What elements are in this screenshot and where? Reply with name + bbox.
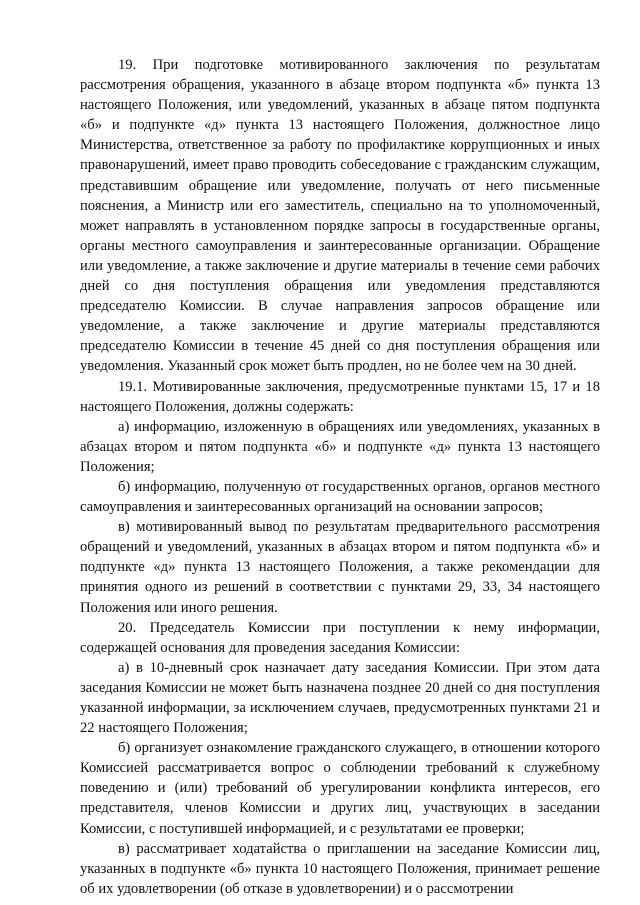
paragraph-19-1: 19.1. Мотивированные заключения, предусмотренные пунктами 15, 17 и 18 настоящего Положения, должны содержать:	[80, 378, 600, 415]
subparagraph-19-1-v: в) мотивированный вывод по результатам предварительного рассмотрения обращений и уведомлений, указанных в абзацах втором и пятом подпункта «б» и подпункте «д» пункта 13 настоящего Положения, а также рекомендации для принятия одного из решений в соответствии с пунктами 29, 33, 34 настоящего Положения или иного решения.	[80, 519, 600, 616]
paragraph-19: 19. При подготовке мотивированного заключения по результатам рассмотрения обращения, указанного в абзаце втором подпункта «б» пункта 13 настоящего Положения, или уведомлений, указанных в абзаце пятом подпункта «б» и подпункте «д» пункта 13 настоящего Положения, должностное лицо Министерства, ответственное за работу по профилактике коррупционных и иных правонарушений, имеет право проводить собеседование с гражданским служащим, представившим обращение или уведомление, получать от него письменные пояснения, а Министр или его заместитель, специально на то уполномоченный, может направлять в установленном порядке запросы в государственные органы, органы местного самоуправления и заинтересованные организации. Обращение или уведомление, а также заключение и другие материалы в течение семи рабочих дней со дня поступления обращения или уведомления представляются председателю Комиссии. В случае направления запросов обращение или уведомление, а также заключение и другие материалы представляются председателю Комиссии в течение 45 дней со дня поступления обращения или уведомления. Указанный срок может быть продлен, но не более чем на 30 дней.	[80, 57, 600, 375]
document-body	[80, 55, 600, 899]
subparagraph-19-1-b: б) информацию, полученную от государственных органов, органов местного самоуправления и заинтересованных организаций на основании запросов;	[80, 478, 600, 516]
subparagraph-19-1-a: а) информацию, изложенную в обращениях или уведомлениях, указанных в абзацах втором и пятом подпункта «б» и подпункте «д» пункта 13 настоящего Положения;	[80, 418, 600, 475]
subparagraph-20-v: в) рассматривает ходатайства о приглашении на заседание Комиссии лиц, указанных в подпункте «б» пункта 10 настоящего Положения, принимает решение об их удовлетворении (об отказе в удовлетворении) и о рассмотрении	[80, 840, 600, 897]
paragraph-20: 20. Председатель Комиссии при поступлении к нему информации, содержащей основания для проведения заседания Комиссии:	[80, 619, 600, 656]
subparagraph-20-b: б) организует ознакомление гражданского служащего, в отношении которого Комиссией рассматривается вопрос о соблюдении требований к служебному поведению и (или) требований об урегулировании конфликта интересов, его представителя, членов Комиссии и других лиц, участвующих в заседании Комиссии, с поступившей информацией, и с результатами ее проверки;	[80, 740, 600, 837]
subparagraph-20-a: а) в 10-дневный срок назначает дату заседания Комиссии. При этом дата заседания Комиссии не может быть назначена позднее 20 дней со дня поступления указанной информации, за исключением случаев, предусмотренных пунктами 21 и 22 настоящего Положения;	[80, 659, 600, 737]
